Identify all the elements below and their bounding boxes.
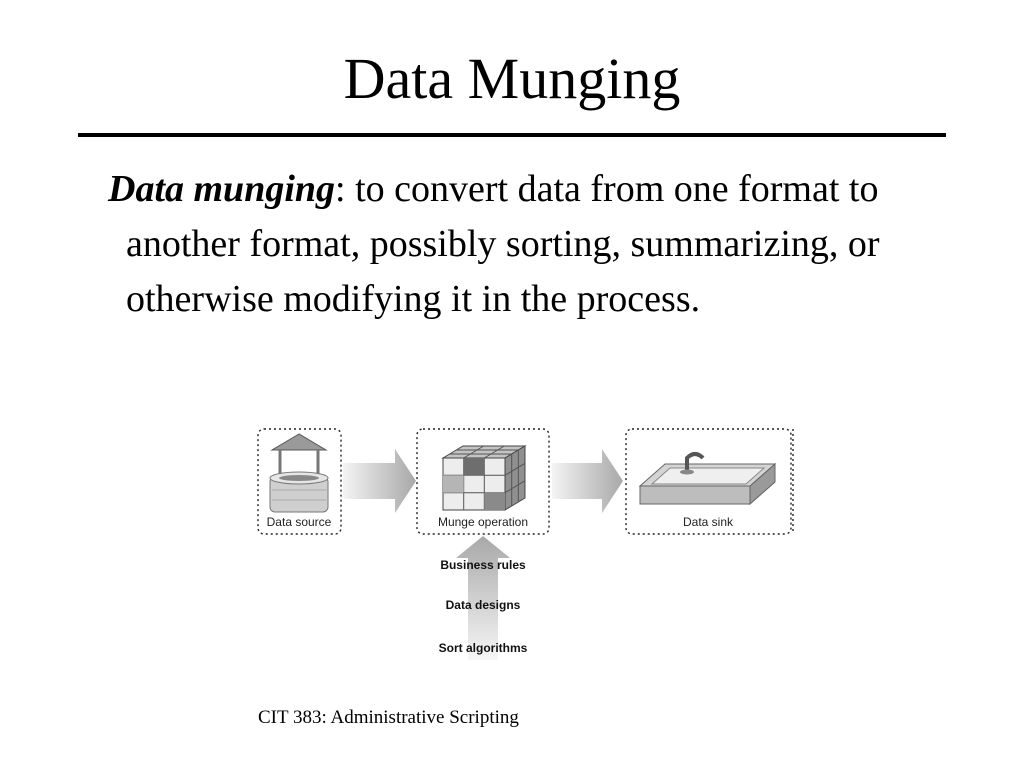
munging-diagram [250, 420, 800, 665]
cube-icon [443, 446, 525, 510]
definition-term: Data munging [108, 168, 336, 210]
well-icon [270, 434, 328, 512]
munge-operation-label: Munge operation [437, 515, 529, 529]
diagram-graphic [250, 420, 800, 665]
input-data-designs: Data designs [445, 598, 521, 612]
arrow-operation-to-sink [552, 449, 623, 513]
input-business-rules: Business rules [440, 558, 526, 572]
definition-paragraph [108, 162, 946, 327]
arrow-source-to-operation [343, 449, 416, 513]
data-sink-node [626, 429, 793, 534]
slide-title: Data Munging [343, 46, 681, 111]
title-divider [78, 133, 946, 137]
data-source-label: Data source [266, 515, 332, 529]
data-sink-label: Data sink [682, 515, 734, 529]
input-sort-algorithms: Sort algorithms [438, 641, 528, 655]
data-source-node [258, 429, 341, 534]
tray-icon [640, 454, 775, 504]
definition-text: : to convert data from one format to another format, possibly sorting, summarizing, or otherwise modifying it in the process. [126, 168, 880, 320]
munge-operation-node [417, 429, 549, 534]
slide-footer: CIT 383: Administrative Scripting [258, 707, 519, 728]
